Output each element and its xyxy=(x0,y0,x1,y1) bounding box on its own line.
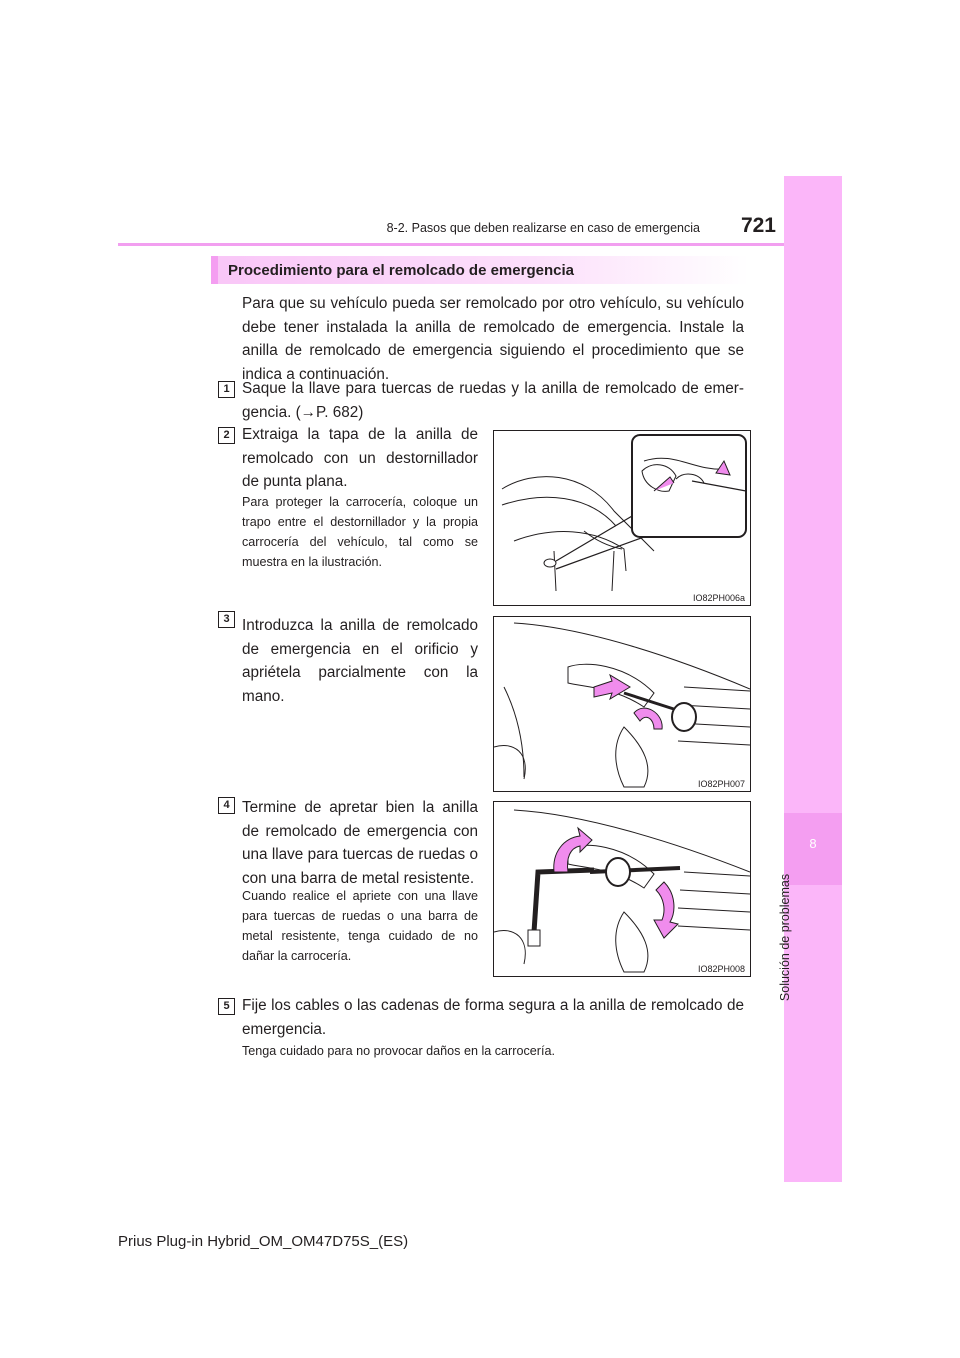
step-2-note: Para proteger la carrocería, coloque un trapo entre el destornillador y la propia carrocería del vehículo, tal como se muestra en la ilustración. xyxy=(242,495,478,569)
footer-document-id: Prius Plug-in Hybrid_OM_OM47D75S_(ES) xyxy=(118,1233,409,1250)
step-4-note: Cuando realice el apriete con una llave para tuercas de ruedas o una barra de metal resistente, tenga cuidado de no dañar la carrocería. xyxy=(242,889,478,963)
car-front-cover-illustration xyxy=(494,431,750,605)
section-title: Procedimiento para el remolcado de emergencia xyxy=(228,262,574,279)
step-4-text: Termine de apretar bien la anilla de remolcado de emergencia con una llave para tuercas de ruedas o con una barra de metal resistente. xyxy=(242,799,478,887)
step-5-badge: 5 xyxy=(218,998,235,1015)
figure-tighten-ring xyxy=(493,801,751,977)
figure-insert-ring xyxy=(493,616,751,792)
running-header: 8-2. Pasos que deben realizarse en caso de emergencia xyxy=(386,221,700,235)
section-heading-accent xyxy=(211,256,218,284)
figure-code: IO82PH008 xyxy=(697,964,745,974)
step-5-note: Tenga cuidado para no provocar daños en la carrocería. xyxy=(242,1044,555,1058)
insert-ring-illustration xyxy=(494,617,750,791)
chapter-number: 8 xyxy=(809,836,817,851)
page-number: 721 xyxy=(740,214,776,237)
step-4-badge: 4 xyxy=(218,797,235,814)
chapter-title: Solución de problemas xyxy=(778,873,792,1002)
header-divider xyxy=(118,243,840,246)
step-5-text: Fije los cables o las cadenas de forma segura a la anilla de remolcado de emergencia. xyxy=(242,997,744,1038)
step-2-badge: 2 xyxy=(218,427,235,444)
step-1-badge: 1 xyxy=(218,381,235,398)
chapter-side-tab xyxy=(784,176,842,1182)
figure-code: IO82PH006a xyxy=(692,593,745,603)
step-3-badge: 3 xyxy=(218,611,235,628)
figure-remove-cover xyxy=(493,430,751,606)
step-2-text: Extraiga la tapa de la anilla de remolcado con un destornillador de punta plana. xyxy=(242,426,478,490)
step-3-text: Introduzca la anilla de remolcado de emergencia en el orificio y apriétela parcialmente con la mano. xyxy=(242,617,478,705)
figure-code: IO82PH007 xyxy=(697,779,745,789)
step-1-text: Saque la llave para tuercas de ruedas y la anilla de remolcado de emer-gencia. (→P. 682) xyxy=(242,380,744,421)
intro-paragraph: Para que su vehículo pueda ser remolcado por otro vehículo, su vehículo debe tener instalada la anilla de remolcado de emergencia. Instale la anilla de remolcado de emergencia siguiendo el procedimiento que se indica a continuación. xyxy=(242,295,744,383)
tighten-ring-illustration xyxy=(494,802,750,976)
